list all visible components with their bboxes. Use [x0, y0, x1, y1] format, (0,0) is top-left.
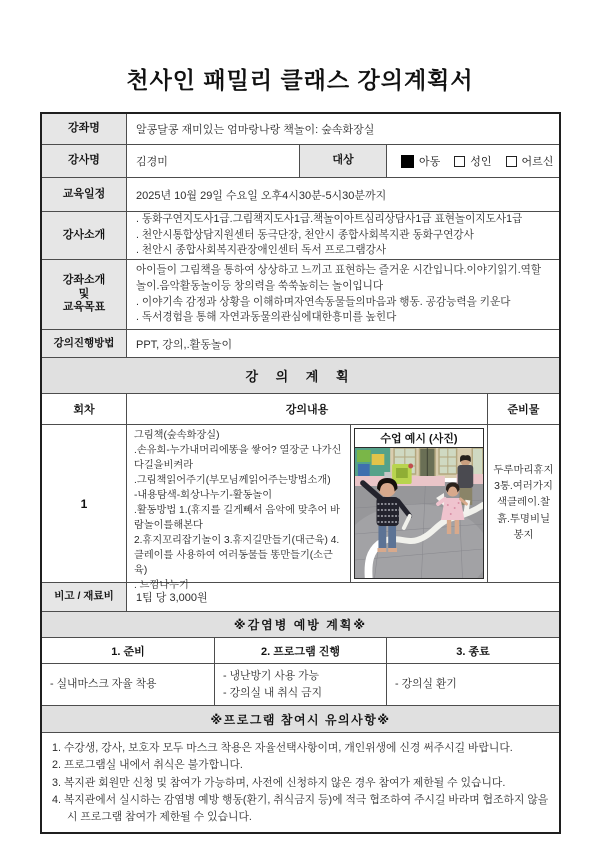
- target-option-child: [401, 153, 440, 169]
- target-option-senior: [506, 153, 554, 169]
- notice-items: 1. 수강생, 강사, 보호자 모두 마스크 착용은 자율선택사항이며, 개인위생에 신경 써주시길 바랍니다. 2. 프로그램실 내에서 취식은 불가합니다. 3. 복지관 회원만 신청 및 참여가 가능하며, 사전에 신청하지 않은 경우 참여가 제한될 수 있습니다. 4. 복지관에서 실시하는 감염병 예방 행동(환기, 취식금지 등)에 적극 협조하여 주시길 바라며 협조하지 않을 시 프로그램 참여가 제한될 수 있습니다.: [52, 742, 549, 824]
- method-label: 강의진행방법: [42, 330, 127, 357]
- infection-plan-title: ※감염병 예방 계획※: [42, 612, 559, 637]
- course-name-row: [42, 114, 559, 145]
- instructor-intro-row: [42, 212, 559, 260]
- remark-value: 1팀 당 3,000원: [136, 592, 208, 604]
- infection-header-prep: 1. 준비: [42, 638, 215, 663]
- method-row: [42, 330, 559, 358]
- infection-header-end: 3. 종료: [456, 645, 490, 658]
- target-option-adult-label: 성인: [470, 156, 492, 168]
- remark-row: [42, 583, 559, 612]
- instructor-intro-lines: . 동화구연지도사1급.그림책지도사1급.책놀이아트심리상담사1급 표현놀이지도사1급 . 천안시통합상담지원센터 동극단장, 천안시 종합사회복지관 동화구연강사 . 천안시 종합사회복지관장애인센터 독서 프로그램강사: [136, 212, 523, 257]
- photo-box: [354, 428, 484, 579]
- photo-column: [351, 425, 487, 582]
- session-content-lines: 그림책(숲속화장실) .손유희-누가내머리에똥을 쌓어? 열장군 나가신다길을비켜라 .그림책읽어주기(부모님께읽어주는방법소개) -내용탐색-회상나누기-활동놀이 .활동방법 1.(휴지를 길게빼서 음악에 맞추어 바람놀이를해본다 2.휴지꼬리잡기놀이 3.휴지길만들기(대근육) 4.클레이를 사용하여 여러동물들 똥만들기(소근육) . 느낌나누기: [127, 425, 351, 582]
- target-option-adult: [454, 153, 491, 169]
- classroom-photo-illustration: [355, 448, 483, 578]
- infection-progress-items: - 냉난방기 사용 가능 - 강의실 내 취식 금지: [215, 664, 387, 705]
- target-option-senior-label: 어르신: [521, 156, 554, 168]
- materials-cell: [488, 425, 559, 582]
- instructor-name-value: 김경미: [127, 145, 300, 177]
- target-label: 대상: [300, 145, 387, 177]
- plan-section-band: [42, 358, 559, 394]
- plan-header-materials: 준비물: [507, 404, 540, 416]
- infection-plan-band: [42, 612, 559, 638]
- method-value: PPT, 강의,.활동놀이: [136, 338, 233, 351]
- plan-row-1: [42, 425, 559, 591]
- plan-header-row: [42, 394, 559, 425]
- infection-values-row: [42, 664, 559, 706]
- session-number: 1: [42, 425, 127, 582]
- infection-prep-items: - 실내마스크 자율 착용: [42, 664, 215, 705]
- target-options: [387, 145, 559, 177]
- materials-text: 두루마리휴지3통.여러가지 색클레이.찰흙.투명비닐 봉지: [493, 465, 554, 541]
- course-name-label: 강좌명: [42, 114, 127, 144]
- checkbox-senior-icon[interactable]: [506, 156, 517, 167]
- schedule-label: 교육일정: [42, 178, 127, 211]
- remark-label: 비고 / 재료비: [42, 583, 127, 611]
- infection-header-progress: 2. 프로그램 진행: [215, 638, 387, 663]
- instructor-intro-label: 강사소개: [42, 212, 127, 259]
- session-content-cell: [127, 425, 488, 591]
- lecture-plan-table: [40, 112, 561, 834]
- plan-section-title: 강 의 계 획: [42, 358, 559, 393]
- course-name-value: 알콩달콩 재미있는 엄마랑나랑 책놀이: 숲속화장실: [136, 124, 375, 136]
- course-goals-lines: 아이들이 그림책을 통하여 상상하고 느끼고 표현하는 즐거운 시간입니다.이야기읽기.역할놀이.음악활동놀이등 창의력을 쑥쑥높히는 놀이입니다 . 이야기속 감정과 상황을 이해하며자연속동물들의마음과 행동. 공감능력을 키운다 . 독서경험을 통해 자연과동물의관심에대한흥미를 높힌다: [136, 263, 542, 324]
- checkbox-child-checked-icon[interactable]: [401, 155, 414, 168]
- notice-band: [42, 706, 559, 733]
- infection-header-row: [42, 638, 559, 664]
- class-example-photo: [355, 448, 483, 578]
- target-option-child-label: 아동: [419, 156, 441, 168]
- plan-header-session: 회차: [42, 394, 127, 424]
- plan-header-content: 강의내용: [127, 394, 488, 424]
- notice-row: [42, 733, 559, 832]
- instructor-target-row: [42, 145, 559, 178]
- page-title: 천사인 패밀리 클래스 강의계획서: [126, 67, 474, 93]
- photo-caption: 수업 예시 (사진): [355, 429, 483, 448]
- schedule-value: 2025년 10월 29일 수요일 오후4시30분-5시30분까지: [136, 189, 387, 202]
- checkbox-adult-icon[interactable]: [454, 156, 465, 167]
- instructor-name-label: 강사명: [42, 145, 127, 177]
- notice-title: ※프로그램 참여시 유의사항※: [42, 706, 559, 732]
- course-goals-row: [42, 260, 559, 330]
- infection-end-items: - 강의실 환기: [395, 678, 457, 691]
- course-goals-label: 강좌소개 및 교육목표: [42, 260, 127, 329]
